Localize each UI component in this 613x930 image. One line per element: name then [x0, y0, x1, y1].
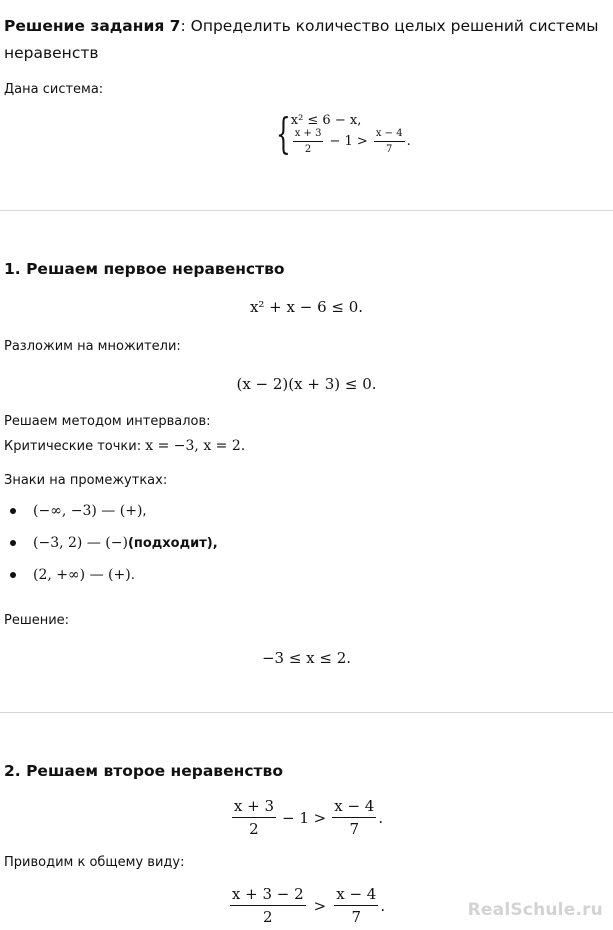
method-text: Решаем методом интервалов: [4, 414, 211, 429]
common-text: Приводим к общему виду: [4, 855, 185, 870]
interval-item [10, 535, 218, 551]
bullet-icon [10, 540, 16, 546]
title-rest: : Определить количество целых решений системы неравенств [4, 17, 599, 62]
system-frac-num-right: x − 4 [374, 128, 405, 142]
given-label: Дана система: [4, 82, 104, 97]
bullet-icon [10, 508, 16, 514]
interval-note: . [130, 567, 135, 583]
system-line-2 [291, 128, 411, 155]
frac-den: 2 [262, 908, 273, 926]
interval-math: (2, +∞) — (+) [33, 567, 131, 583]
frac-num: x − 4 [334, 885, 378, 906]
eq-end: . [378, 808, 384, 827]
signs-text: Знаки на промежутках: [4, 473, 168, 488]
interval-note: , [142, 503, 147, 519]
frac-den: 7 [349, 820, 360, 838]
interval-item [10, 503, 147, 519]
frac-num: x + 3 [232, 797, 276, 818]
system-frac-den-left: 2 [304, 144, 312, 155]
interval-math: (−3, 2) — (−) [33, 535, 128, 551]
title-bold: Решение задания 7 [4, 17, 181, 35]
inequality-system [270, 109, 411, 158]
section2-eq1 [0, 797, 613, 838]
system-end: . [406, 134, 411, 149]
frac-num: x − 4 [332, 797, 376, 818]
section1-eq1: x² + x − 6 ≤ 0. [249, 298, 364, 316]
critical-label: Критические точки: [4, 439, 142, 454]
factor-text: Разложим на множители: [4, 339, 181, 354]
frac-den: 2 [249, 820, 259, 838]
page-title [4, 13, 609, 67]
interval-item [10, 567, 135, 583]
interval-math: (−∞, −3) — (+) [33, 503, 143, 519]
section1-heading: 1. Решаем первое неравенство [4, 260, 285, 278]
eq-mid: > [313, 896, 327, 915]
frac-den: 7 [351, 908, 362, 926]
frac-num: x + 3 − 2 [230, 885, 306, 906]
bullet-icon [10, 572, 16, 578]
system-frac-den-right: 7 [386, 144, 393, 155]
section2-heading: 2. Решаем второе неравенство [4, 762, 283, 780]
eq-mid: − 1 > [282, 808, 327, 827]
section1-eq2: (x − 2)(x + 3) ≤ 0. [236, 375, 377, 393]
system-mid: − 1 > [329, 134, 368, 149]
interval-note: (подходит), [127, 535, 218, 551]
system-brace: { [276, 109, 291, 158]
divider-1 [0, 210, 613, 211]
section1-solution: −3 ≤ x ≤ 2. [261, 649, 352, 667]
eq-end: . [380, 896, 386, 915]
solution-label: Решение: [4, 613, 70, 628]
system-frac-num-left: x + 3 [293, 128, 324, 142]
critical-math: x = −3, x = 2. [145, 438, 246, 454]
critical-points [4, 438, 245, 454]
divider-2 [0, 712, 613, 713]
watermark: RealSchule.ru [467, 900, 603, 920]
system-line-1: x² ≤ 6 − x, [290, 113, 362, 128]
